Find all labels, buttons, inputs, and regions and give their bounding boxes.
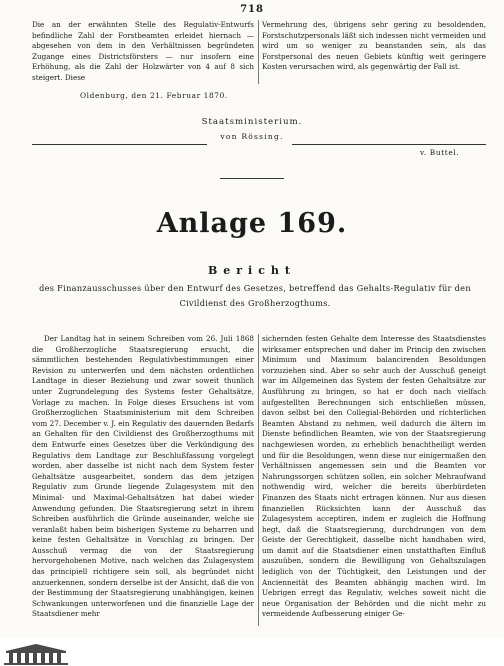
body-right-column: [262, 334, 486, 620]
signer-right: v. Buttel.: [420, 148, 460, 157]
annex-title: Anlage 169.: [156, 208, 348, 239]
report-title: Bericht: [207, 264, 297, 277]
body-left-text: Der Landtag hat in seinem Schreiben vom 26. Juli 1868 die Großherzogliche Staatsregierung ersucht, die sämmtlichen bestehenden Regulativbestimmungen einer Revision zu unterwerfen und dem nächsten ordentlichen Landtage in dieser Beziehung und zwar soweit thunlich unter Zugrundelegung des Systems fester Gehaltsätze, Vorlage zu machen. In Folge dieses Ersuchens ist vom Großherzoglichen Staatsministerium mit dem Schreiben vom 27. December v. J. ein Regulativ des dauernden Bedarfs an Gehalten für den Civildienst des Großherzogthums mit dem Entwurfe eines Gesetzes über die Verkündigung des Regulativs dem Landtage zur Beschlußfassung vorgelegt worden, aber dasselbe ist nicht nach dem System fester Gehaltsätze ausgearbeitet, sondern das dem jetzigen Regulativ zum Grunde liegende Zulagesystem mit den Minimal- und Maximal-Gehaltsätzen hat dabei wieder Anwendung gefunden. Die Staatsregierung setzt in ihrem Schreiben ausführlich die Gründe auseinander, welche sie veranlaßt haben beim bisherigen Systeme zu beharren und keine festen Gehaltsätze in Vorschlag zu bringen. Der Ausschuß vermag die von der Staatsregierung hervorgehobenen Motive, nach welchen das Zulagesystem das principiell richtigere sein soll, als begründet nicht anzuerkennen, sondern derselbe ist der Ansicht, daß die von der Bestimmung der Staatsregierung unabhängigen, keinen Schwankungen unterworfenen und die finanzielle Lage der Staatsdiener mehr: [32, 334, 254, 619]
footer-strip: [0, 638, 504, 666]
signature-rule-left: [32, 144, 207, 145]
top-left-paragraph: [32, 20, 254, 84]
body-right-text: sichernden festen Gehalte dem Interesse des Staatsdienstes wirksamer entsprechen und daher im Princip den zwischen Minimum und Maximum balancirenden Besoldungen vorzuziehen sind. Aber so sehr auch der Ausschuß geneigt war im Allgemeinen das System der festen Gehaltsätze zur Ausführung zu bringen, so hat er doch nach vielfach aufgestellten Berechnungen sich entschließen müssen, davon selbst bei den Collegial-Behörden und richterlichen Beamten Abstand zu nehmen, weil dadurch die ältern im Dienste befindlichen Beamten, wie von der Staatsregierung nachgewiesen worden, zu erheblich benachtheiligt werden und für die Besoldungen, wenn diese nur einigermaßen den Verhältnissen angemessen sein und die Beamten vor Nahrungssorgen schützen sollen, ein solcher Mehraufwand nothwendig wird, welcher die bereits überbürdeten Finanzen des Staats nicht ertragen können. Nur aus diesen finanziellen Rücksichten kann der Ausschuß das Zulagesystem acceptiren, indem er zugleich die Hoffnung hegt, daß die Staatsregierung, durchdrungen von dem Geiste der Gerechtigkeit, dasselbe nicht handhaben wird, um damit auf die Staatsdiener einen unstatthaften Einfluß auszuüben, sondern die Bewilligung von Gehaltszulagen lediglich von der Tüchtigkeit, den Leistungen und der Ancienneität des Beamten abhängig machen wird. Im Uebrigen erregt das Regulativ, welches soweit nicht die neue Organisation der Behörden und die nicht mehr zu vermeidende Aufbesserung einiger Ge-: [262, 334, 486, 619]
top-right-text: Vermehrung des, übrigens sehr gering zu besoldenden, Forstschutzpersonals läßt sich indessen nicht vermeiden und wird um so weniger zu beanstanden sein, als das Forstpersonal des neuen Gebiets künftig weit geringere Kosten verursachen wird, als gegenwärtig der Fall ist.: [262, 20, 486, 72]
report-subject: des Finanzausschusses über den Entwurf des Gesetzes, betreffend das Gehalts-Regulativ für den Civildienst des Großherzogthums.: [39, 283, 471, 308]
library-logo-icon: [0, 641, 72, 666]
ministry-signature: Staatsministerium.: [201, 117, 303, 127]
signature-rule-right: [292, 144, 486, 145]
page-number: 718: [240, 4, 264, 15]
column-divider-top: [258, 20, 259, 84]
signer-left: von Rössing.: [220, 132, 284, 141]
section-divider: [220, 178, 284, 179]
place-date: Oldenburg, den 21. Februar 1870.: [80, 91, 228, 100]
top-right-paragraph: [262, 20, 486, 73]
body-left-column: [32, 334, 254, 620]
top-left-text: Die an der erwähnten Stelle des Regulativ-Entwurfs befindliche Zahl der Forstbeamten erleidet hiernach — abgesehen von dem in den Verhältnissen begründeten Zugange eines Districtsförsters — nur insofern eine Erhöhung, als die Zahl der Holzwärter von 4 auf 8 sich steigert. Diese: [32, 20, 254, 82]
column-divider-body: [258, 334, 259, 626]
